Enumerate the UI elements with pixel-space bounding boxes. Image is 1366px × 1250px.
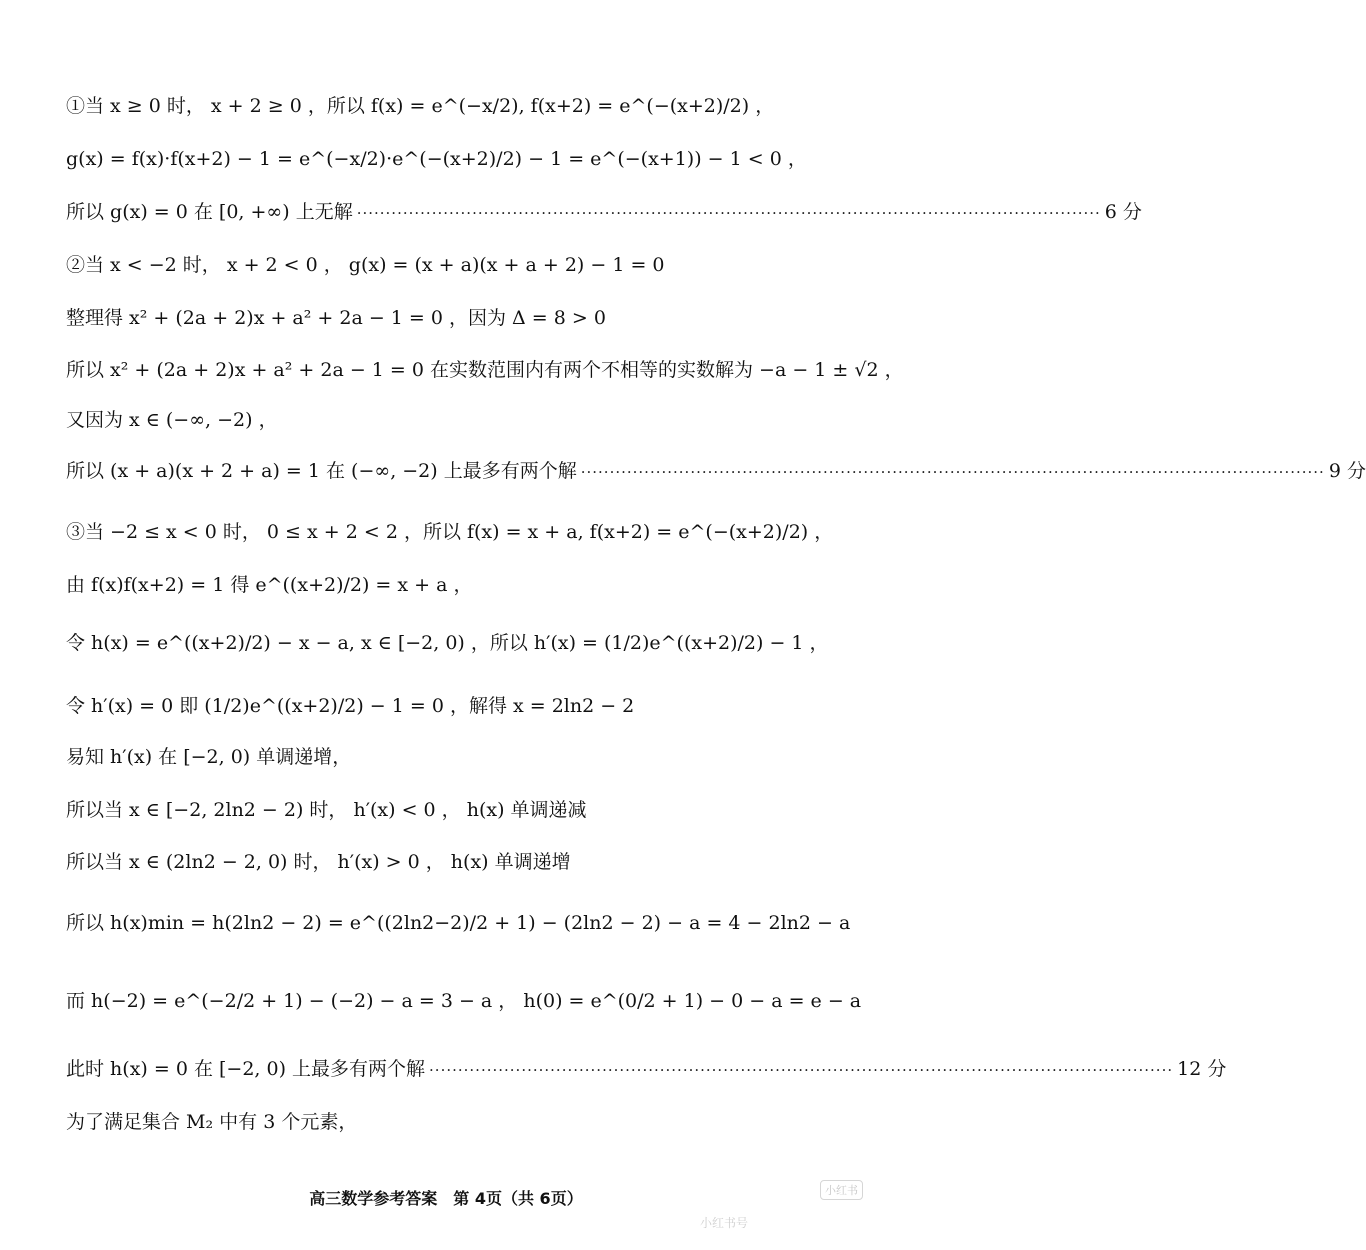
line-3-text: 所以 g(x) = 0 在 [0, +∞) 上无解 [66, 201, 353, 223]
line-8-text: 所以 (x + a)(x + 2 + a) = 1 在 (−∞, −2) 上最多有两个解 [66, 460, 577, 482]
line-18-text: 此时 h(x) = 0 在 [−2, 0) 上最多有两个解 [66, 1058, 426, 1080]
line-17: 而 h(−2) = e^(−2/2 + 1) − (−2) − a = 3 − a ， h(0) = e^(0/2 + 1) − 0 − a = e − a [66, 990, 862, 1012]
line-14: 所以当 x ∈ [−2, 2ln2 − 2) 时， h′(x) < 0 ， h(x) 单调递减 [66, 799, 587, 821]
line-5: 整理得 x² + (2a + 2)x + a² + 2a − 1 = 0 ，因为 Δ = 8 > 0 [66, 307, 606, 329]
line-15: 所以当 x ∈ (2ln2 − 2, 0) 时， h′(x) > 0 ， h(x) 单调递增 [66, 851, 571, 873]
line-6: 所以 x² + (2a + 2)x + a² + 2a − 1 = 0 在实数范围内有两个不相等的实数解为 −a − 1 ± √2 ， [66, 359, 904, 381]
line-2: g(x) = f(x)·f(x+2) − 1 = e^(−x/2)·e^(−(x+2)/2) − 1 = e^(−(x+1)) − 1 < 0 ， [66, 148, 807, 170]
line-1: ①当 x ≥ 0 时， x + 2 ≥ 0 ，所以 f(x) = e^(−x/2), f(x+2) = e^(−(x+2)/2) ， [66, 95, 775, 117]
line-19: 为了满足集合 M₂ 中有 3 个元素， [66, 1111, 358, 1133]
line-18-scored [66, 1056, 1227, 1083]
line-7: 又因为 x ∈ (−∞, −2) ， [66, 409, 278, 431]
leader-dots: ································································································································· [356, 204, 1101, 222]
line-16: 所以 h(x)min = h(2ln2 − 2) = e^((2ln2−2)/2 + 1) − (2ln2 − 2) − a = 4 − 2ln2 − a [66, 912, 851, 934]
watermark-text: 小红书号 [700, 1216, 749, 1230]
line-12: 令 h′(x) = 0 即 (1/2)e^((x+2)/2) − 1 = 0 ，解得 x = 2ln2 − 2 [66, 695, 635, 717]
line-4: ②当 x < −2 时， x + 2 < 0 ， g(x) = (x + a)(x + a + 2) − 1 = 0 [66, 254, 665, 276]
line-8-scored [66, 458, 1366, 485]
line-3-scored [66, 199, 1142, 226]
watermark-badge: 小红书 [820, 1180, 863, 1200]
line-11: 令 h(x) = e^((x+2)/2) − x − a, x ∈ [−2, 0) ，所以 h′(x) = (1/2)e^((x+2)/2) − 1 ， [66, 632, 829, 654]
leader-dots: ································································································································· [429, 1061, 1174, 1079]
score-mark: 12 分 [1177, 1058, 1227, 1080]
line-13: 易知 h′(x) 在 [−2, 0) 单调递增， [66, 746, 352, 768]
line-10: 由 f(x)f(x+2) = 1 得 e^((x+2)/2) = x + a ， [66, 574, 473, 596]
score-mark: 6 分 [1104, 201, 1142, 223]
leader-dots: ································································································································· [580, 463, 1325, 481]
score-mark: 9 分 [1328, 460, 1366, 482]
line-9: ③当 −2 ≤ x < 0 时， 0 ≤ x + 2 < 2 ，所以 f(x) = x + a, f(x+2) = e^(−(x+2)/2) ， [66, 521, 834, 543]
page-footer: 高三数学参考答案 第 4页（共 6页） [309, 1189, 583, 1208]
